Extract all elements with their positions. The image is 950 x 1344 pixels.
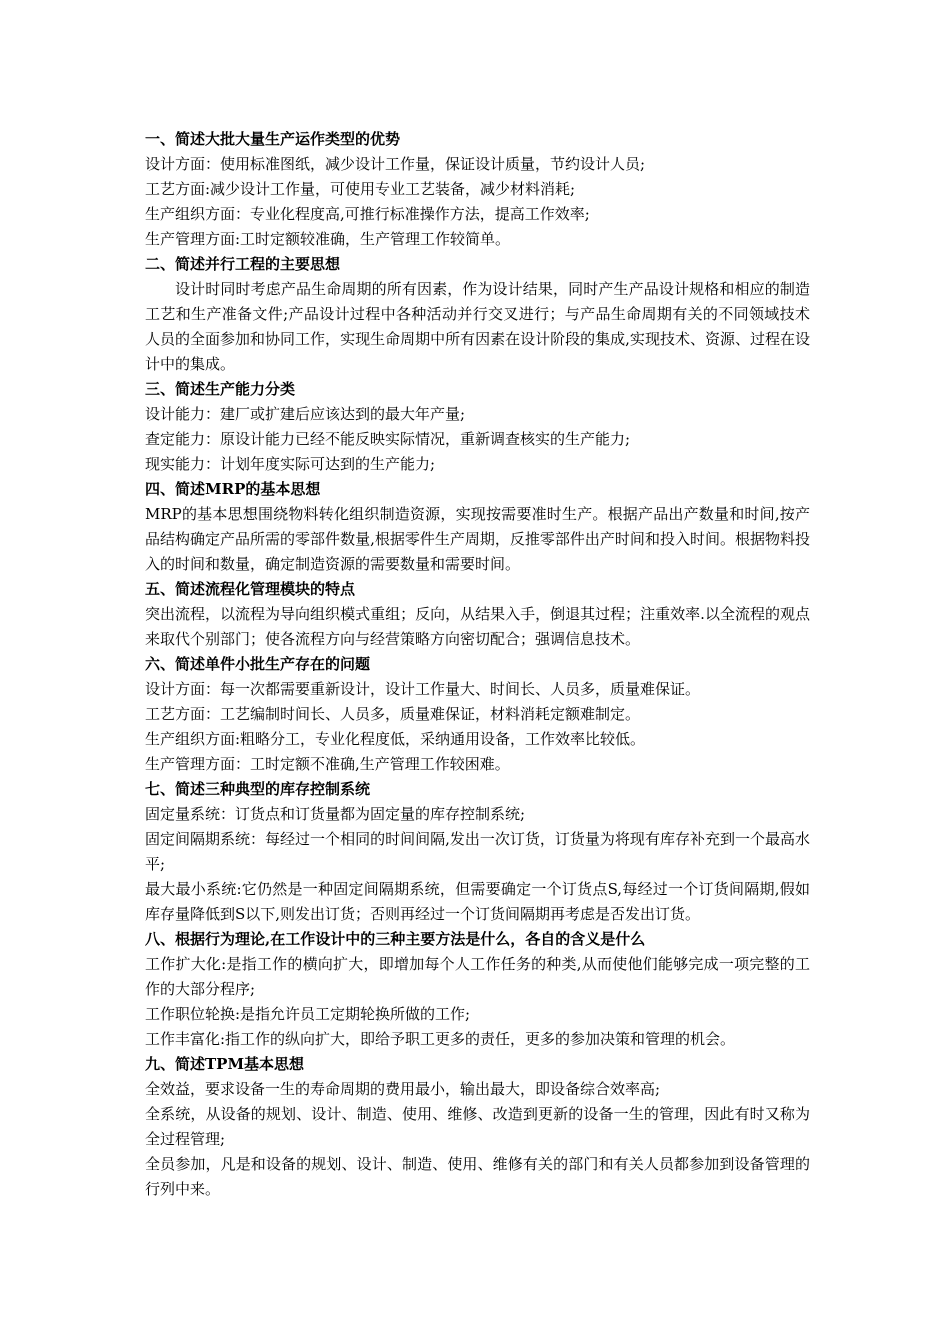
document-page xyxy=(145,127,810,1202)
section-heading-7: 七、简述三种典型的库存控制系统 xyxy=(145,780,371,798)
paragraph: 设计方面：每一次都需要重新设计，设计工作量大、时间长、人员多，质量难保证。 xyxy=(145,680,701,698)
paragraph: 工艺方面：工艺编制时间长、人员多，质量难保证，材料消耗定额难制定。 xyxy=(145,705,641,723)
section-heading-9: 九、简述TPM基本思想 xyxy=(145,1055,305,1073)
paragraph: MRP的基本思想围绕物料转化组织制造资源，实现按需要准时生产。根据产品出产数量和时间,按产品结构确定产品所需的零部件数量,根据零件生产周期，反推零部件出产时间和投入时间。根据物料投入的时间和数量，确定制造资源的需要数量和需要时间。 xyxy=(145,505,810,573)
section-heading-5: 五、简述流程化管理模块的特点 xyxy=(145,580,356,598)
paragraph: 生产组织方面：专业化程度高,可推行标准操作方法，提高工作效率; xyxy=(145,205,590,223)
paragraph: 生产组织方面:粗略分工，专业化程度低，采纳通用设备，工作效率比较低。 xyxy=(145,730,646,748)
paragraph: 工作扩大化:是指工作的横向扩大，即增加每个人工作任务的种类,从而使他们能够完成一项完整的工作的大部分程序; xyxy=(145,955,810,998)
section-heading-6: 六、简述单件小批生产存在的问题 xyxy=(145,655,371,673)
section-heading-4: 四、简述MRP的基本思想 xyxy=(145,480,321,498)
paragraph: 生产管理方面：工时定额不准确,生产管理工作较困难。 xyxy=(145,755,510,773)
paragraph: 设计方面：使用标准图纸，减少设计工作量，保证设计质量，节约设计人员; xyxy=(145,155,646,173)
paragraph: 最大最小系统:它仍然是一种固定间隔期系统，但需要确定一个订货点S,每经过一个订货间隔期,假如库存量降低到S以下,则发出订货；否则再经过一个订货间隔期再考虑是否发出订货。 xyxy=(145,880,810,923)
paragraph: 工艺方面:减少设计工作量，可使用专业工艺装备，减少材料消耗; xyxy=(145,180,576,198)
paragraph: 现实能力：计划年度实际可达到的生产能力; xyxy=(145,455,436,473)
paragraph: 设计能力：建厂或扩建后应该达到的最大年产量; xyxy=(145,405,466,423)
section-heading-2: 二、简述并行工程的主要思想 xyxy=(145,255,341,273)
section-heading-3: 三、简述生产能力分类 xyxy=(145,380,296,398)
paragraph: 固定间隔期系统：每经过一个相同的时间间隔,发出一次订货，订货量为将现有库存补充到一个最高水平; xyxy=(145,830,810,873)
paragraph: 全系统，从设备的规划、设计、制造、使用、维修、改造到更新的设备一生的管理，因此有时又称为全过程管理; xyxy=(145,1105,810,1148)
section-heading-8: 八、根据行为理论,在工作设计中的三种主要方法是什么，各自的含义是什么 xyxy=(145,930,646,948)
section-heading-1: 一、简述大批大量生产运作类型的优势 xyxy=(145,130,401,148)
paragraph: 突出流程，以流程为导向组织模式重组；反向，从结果入手，倒退其过程；注重效率.以全流程的观点来取代个别部门；使各流程方向与经营策略方向密切配合；强调信息技术。 xyxy=(145,605,810,648)
paragraph: 工作职位轮换:是指允许员工定期轮换所做的工作; xyxy=(145,1005,471,1023)
paragraph: 生产管理方面:工时定额较准确，生产管理工作较简单。 xyxy=(145,230,511,248)
paragraph: 固定量系统：订货点和订货量都为固定量的库存控制系统; xyxy=(145,805,526,823)
paragraph: 设计时同时考虑产品生命周期的所有因素，作为设计结果，同时产生产品设计规格和相应的制造工艺和生产准备文件;产品设计过程中各种活动并行交叉进行；与产品生命周期有关的不同领域技术人员的全面参加和协同工作，实现生命周期中所有因素在设计阶段的集成,实现技术、资源、过程在设计中的集成。 xyxy=(145,280,810,373)
paragraph: 查定能力：原设计能力已经不能反映实际情况，重新调查核实的生产能力; xyxy=(145,430,631,448)
paragraph: 全效益，要求设备一生的寿命周期的费用最小，输出最大，即设备综合效率高; xyxy=(145,1080,661,1098)
paragraph: 工作丰富化:指工作的纵向扩大，即给予职工更多的责任，更多的参加决策和管理的机会。 xyxy=(145,1030,736,1048)
paragraph: 全员参加，凡是和设备的规划、设计、制造、使用、维修有关的部门和有关人员都参加到设备管理的行列中来。 xyxy=(145,1155,810,1198)
